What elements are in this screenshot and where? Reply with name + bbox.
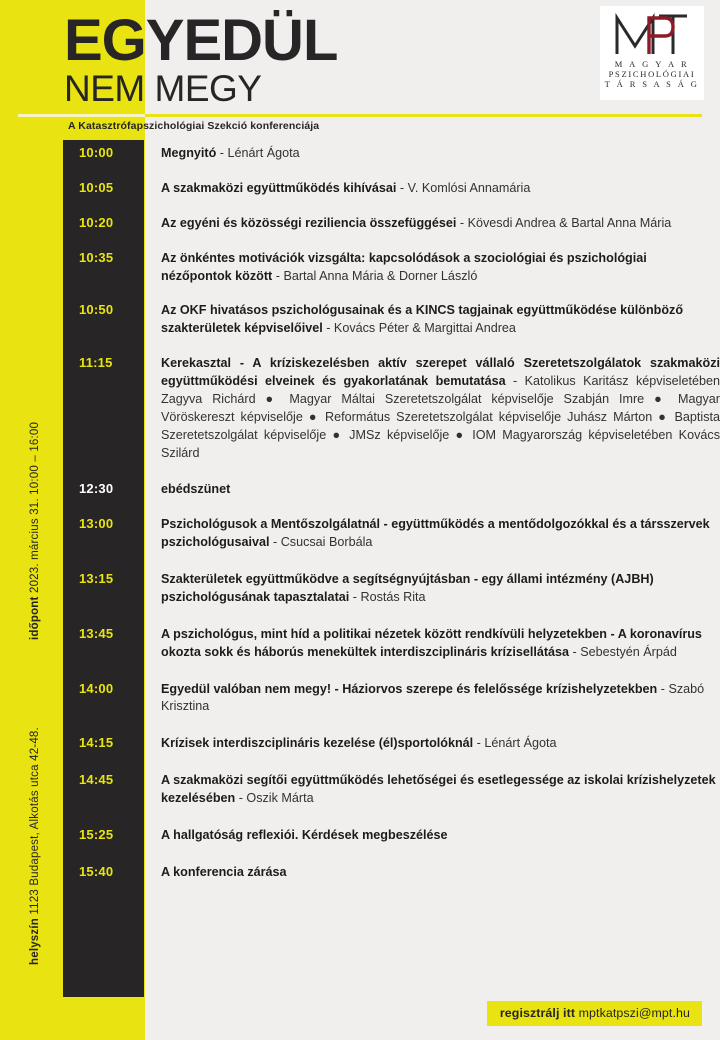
row-spacer xyxy=(63,716,720,730)
schedule-row xyxy=(63,859,720,882)
schedule-row xyxy=(63,621,720,662)
session-speakers: Oszik Márta xyxy=(246,791,314,805)
session-details xyxy=(144,621,720,662)
schedule-row xyxy=(63,566,720,607)
conference-subtitle: A Katasztrófapszichológiai Szekció konferenciája xyxy=(68,120,320,132)
row-spacer xyxy=(63,845,720,859)
session-details xyxy=(144,210,720,233)
session-details xyxy=(144,297,720,338)
schedule-row xyxy=(63,350,720,462)
session-separator: - xyxy=(216,146,228,160)
session-time: 10:20 xyxy=(79,214,114,230)
session-speakers: V. Komlósi Annamária xyxy=(407,180,531,195)
session-separator: - xyxy=(657,681,669,696)
session-title: Pszichológusok a Mentőszolgálatnál - együttműködés a mentődolgozókkal és a társszervek pszichológusaival xyxy=(161,517,710,550)
session-time: 15:40 xyxy=(79,863,114,879)
session-time: 14:15 xyxy=(79,735,114,751)
session-separator: - xyxy=(322,321,334,336)
session-time: 12:30 xyxy=(79,481,114,497)
schedule-row xyxy=(63,175,720,198)
session-details xyxy=(144,476,720,499)
session-separator: - xyxy=(235,791,247,805)
session-separator: - xyxy=(473,736,485,751)
organization-logo xyxy=(600,6,704,100)
session-title: A pszichológus, mint híd a politikai nézetek között rendkívüli helyzetekben - A koronavírus okozta sokk és háborús menekültek interdiszciplináris krízisellátása xyxy=(161,626,702,659)
session-time: 15:25 xyxy=(79,826,114,842)
session-title: Egyedül valóban nem megy! - Háziorvos szerepe és felelőssége krízishelyzetekben xyxy=(161,681,658,696)
session-speakers: Lénárt Ágota xyxy=(227,146,300,160)
logo-wordmark xyxy=(605,59,700,89)
schedule-row xyxy=(63,245,720,286)
session-title: Megnyitó xyxy=(161,146,217,160)
session-separator: - xyxy=(505,374,525,388)
session-speakers: Kövesdi Andrea & Bartal Anna Mária xyxy=(467,215,672,230)
event-date-label: időpont xyxy=(29,596,41,640)
row-spacer xyxy=(63,198,720,210)
session-speakers: Sebestyén Árpád xyxy=(580,644,677,659)
logo-line-2: PSZICHOLÓGIAI xyxy=(608,69,696,80)
session-title: Az egyéni és közösségi reziliencia összefüggései xyxy=(161,215,457,230)
session-speakers: Katolikus Karitász képviseletében Zagyva Richárd ● Magyar Máltai Szeretetszolgálat képviselője Szabján Imre ● Magyar Vöröskereszt képviselője ● Református Szeretetszolgálat képviselője Juhász Márton ● Baptista Szeretetszolgálat képviselője ● JMSz képviselője ● IOM Magyarország képviseletében Kovács Szilárd xyxy=(161,374,720,460)
event-place-vertical xyxy=(29,0,41,965)
session-title: A hallgatóság reflexiói. Kérdések megbeszélése xyxy=(161,827,448,842)
schedule-row xyxy=(63,730,720,753)
session-title: ebédszünet xyxy=(161,482,231,497)
session-title: Szakterületek együttműködve a segítségnyújtásban - egy állami intézmény (AJBH) pszichológusának tapasztalatai xyxy=(161,572,654,604)
row-spacer xyxy=(63,552,720,566)
row-spacer xyxy=(63,338,720,350)
page-subtitle-large: NEM MEGY xyxy=(64,68,262,109)
event-date-value: 2023. március 31. 10:00 – 16:00 xyxy=(29,421,41,594)
page-title: EGYEDÜL xyxy=(64,8,338,73)
session-separator: - xyxy=(396,180,408,195)
session-details xyxy=(144,350,720,462)
session-title: Krízisek interdiszciplináris kezelése (él)sportolóknál xyxy=(161,736,474,751)
session-details xyxy=(144,175,720,198)
row-spacer xyxy=(63,499,720,511)
schedule-row xyxy=(63,140,720,163)
row-spacer xyxy=(63,607,720,621)
session-time: 13:45 xyxy=(79,625,114,641)
session-separator: - xyxy=(456,215,468,230)
row-spacer xyxy=(63,662,720,676)
session-separator: - xyxy=(349,589,361,604)
logo-line-3: T Á R S A S Á G xyxy=(604,79,700,90)
session-time: 13:15 xyxy=(79,571,114,586)
session-separator: - xyxy=(272,268,284,283)
session-details xyxy=(144,859,720,882)
session-title: A szakmaközi együttműködés kihívásai xyxy=(161,180,397,195)
logo-line-1: M A G Y A R xyxy=(614,59,690,69)
session-details xyxy=(144,822,720,845)
session-details xyxy=(144,676,720,717)
session-separator: - xyxy=(269,535,281,550)
session-details xyxy=(144,140,720,163)
header-divider xyxy=(18,114,702,117)
session-time: 10:50 xyxy=(79,302,114,318)
session-title: Az önkéntes motivációk vizsgálta: kapcsolódások a szociológiai és pszichológiai nézőpontok között xyxy=(161,250,647,283)
session-details xyxy=(144,245,720,286)
session-time: 13:00 xyxy=(79,516,114,532)
schedule-row xyxy=(63,297,720,338)
session-speakers: Csucsai Borbála xyxy=(280,535,373,550)
session-speakers: Kovács Péter & Margittai Andrea xyxy=(333,321,516,336)
session-details xyxy=(144,566,720,607)
schedule-row xyxy=(63,476,720,499)
session-speakers: Szabó Krisztina xyxy=(161,681,705,714)
session-details xyxy=(144,767,720,808)
registration-banner[interactable] xyxy=(487,1001,702,1026)
session-time: 10:05 xyxy=(79,179,114,195)
schedule-row xyxy=(63,210,720,233)
session-title: Az OKF hivatásos pszichológusainak és a KINCS tagjainak együttműködése különböző szakterületek képviselőivel xyxy=(161,303,684,336)
session-speakers: Rostás Rita xyxy=(360,589,426,604)
row-spacer xyxy=(63,753,720,767)
registration-label: regisztrálj itt xyxy=(499,1006,576,1020)
session-speakers: Lénárt Ágota xyxy=(484,736,557,751)
session-time: 10:35 xyxy=(79,249,114,265)
row-spacer xyxy=(63,285,720,297)
session-details xyxy=(144,730,720,753)
session-title: Kerekasztal - A kríziskezelésben aktív szerepet vállaló Szeretetszolgálatok szakmaközi együttműködési elveinek és gyakorlatának bemutatása xyxy=(161,356,720,388)
schedule-row xyxy=(63,822,720,845)
row-spacer xyxy=(63,233,720,245)
session-time: 14:00 xyxy=(79,680,114,696)
session-time: 11:15 xyxy=(79,355,113,371)
session-title: A konferencia zárása xyxy=(161,864,287,879)
session-title: A szakmaközi segítői együttműködés lehetőségei és esetlegessége az iskolai krízishelyzetek kezelésében xyxy=(161,773,716,805)
row-spacer xyxy=(63,808,720,822)
schedule-row xyxy=(63,767,720,808)
row-spacer xyxy=(63,462,720,476)
mpt-monogram-icon xyxy=(609,10,695,58)
poster-header xyxy=(0,0,720,138)
row-spacer xyxy=(63,163,720,175)
session-time: 10:00 xyxy=(79,145,114,160)
event-place-label: helyszín xyxy=(29,918,41,965)
session-speakers: Bartal Anna Mária & Dorner László xyxy=(283,268,478,283)
session-separator: - xyxy=(569,644,581,659)
event-place-value: 1123 Budapest, Alkotás utca 42-48. xyxy=(29,727,41,915)
schedule-row xyxy=(63,511,720,552)
schedule-list xyxy=(63,140,720,882)
session-details xyxy=(144,511,720,552)
schedule-row xyxy=(63,676,720,717)
registration-email[interactable]: mptkatpszi@mpt.hu xyxy=(578,1006,690,1020)
session-time: 14:45 xyxy=(79,772,114,788)
